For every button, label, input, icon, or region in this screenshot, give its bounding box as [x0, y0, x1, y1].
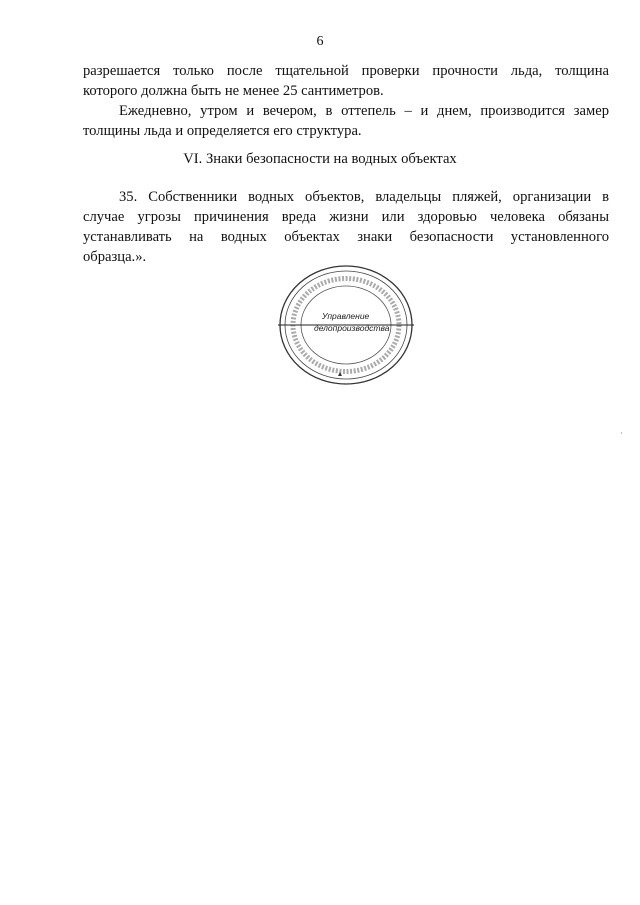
text-line: которого должна быть не менее 25 сантиметров.	[83, 83, 384, 99]
paragraph-safety-signs	[83, 187, 609, 267]
paragraph-ice-measure	[83, 101, 609, 141]
page-number: 6	[316, 34, 324, 49]
official-stamp	[276, 262, 416, 388]
text-line: толщины льда и определяется его структура.	[83, 123, 362, 139]
text-line: 35. Собственники водных объектов, владельцы пляжей, организации в	[119, 189, 609, 205]
text-line: образца.».	[83, 249, 147, 265]
text-line: устанавливать на водных объектах знаки безопасности установленного	[83, 229, 609, 245]
scan-artifact	[621, 432, 622, 434]
stamp-line-2: делопроизводства	[314, 323, 390, 333]
section-heading: VI. Знаки безопасности на водных объектах	[183, 151, 457, 167]
star-icon	[338, 372, 342, 376]
paragraph-ice-check	[83, 61, 609, 101]
text-line: Ежедневно, утром и вечером, в оттепель – и днем, производится замер	[119, 103, 609, 119]
text-line: случае угрозы причинения вреда жизни или здоровью человека обязаны	[83, 209, 609, 225]
text-line: разрешается только после тщательной проверки прочности льда, толщина	[83, 63, 609, 79]
stamp-line-1: Управление	[322, 311, 370, 321]
